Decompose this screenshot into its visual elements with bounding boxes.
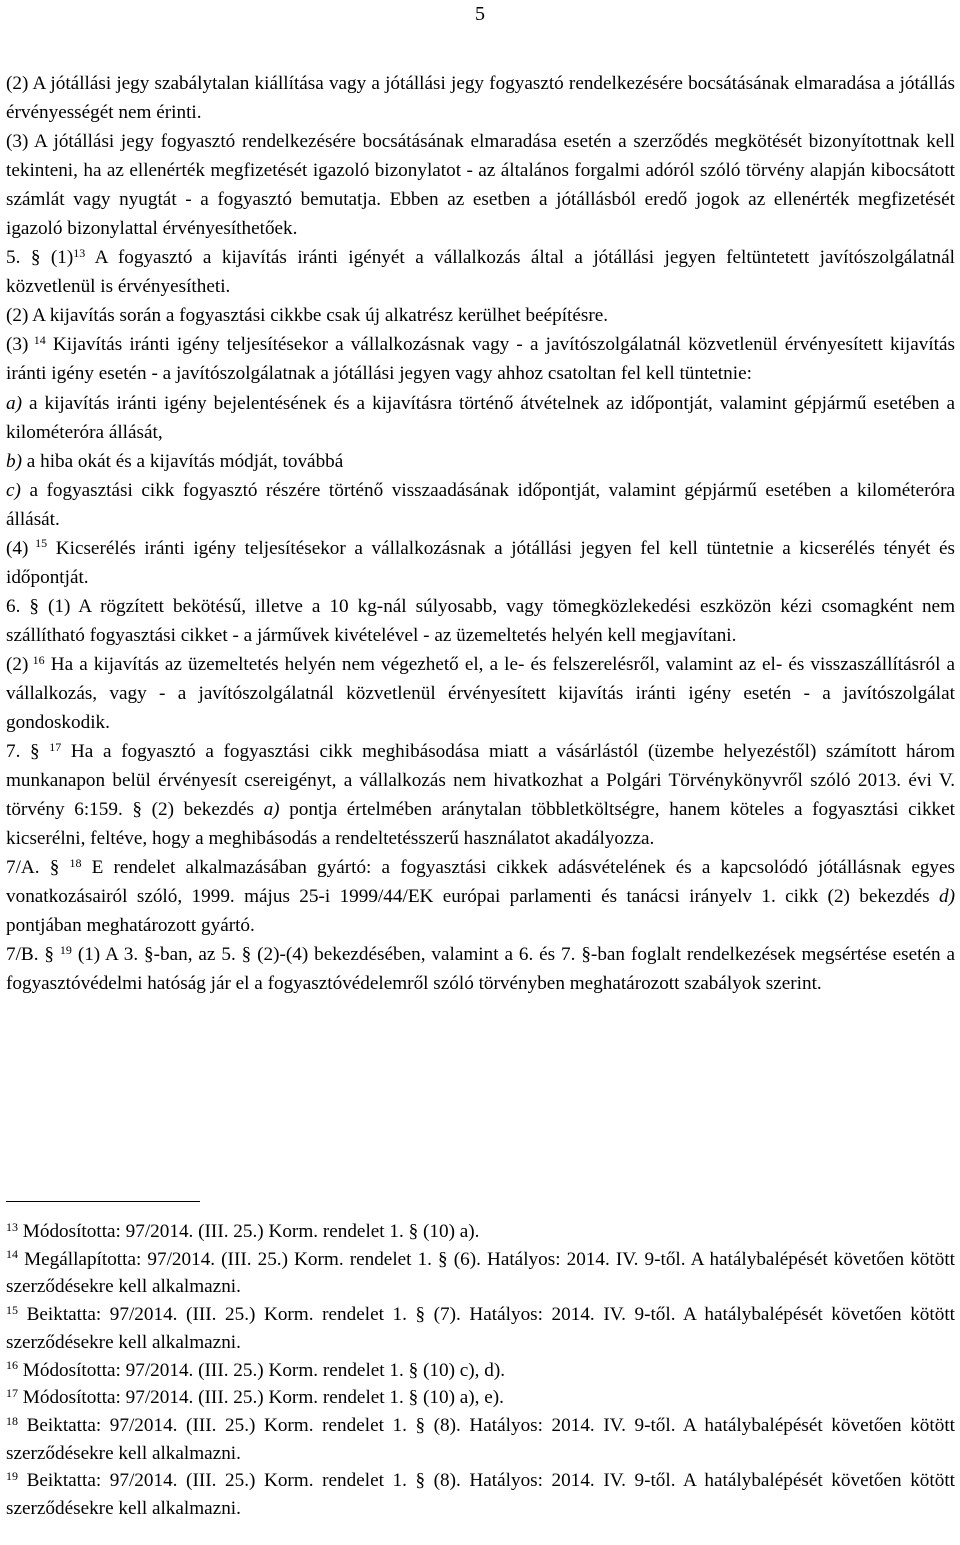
footnote-text: Módosította: 97/2014. (III. 25.) Korm. rendelet 1. § (10) a). xyxy=(18,1221,480,1242)
paragraph-text: 7. § xyxy=(6,741,50,763)
italic-text: c) xyxy=(6,479,21,501)
paragraph-text: 7/A. § xyxy=(6,857,70,879)
paragraph xyxy=(6,69,955,127)
body-text xyxy=(6,69,955,999)
paragraph-text: Kijavítás iránti igény teljesítésekor a vállalkozásnak vagy - a javítószolgálatnál közvetlenül érvényesített kijavítás iránti igény esetén - a javítószolgálatnak a jótállási jegyen vagy ahhoz csatoltan fel kell tüntetnie: xyxy=(6,334,955,385)
paragraph-text: 7/B. § xyxy=(6,944,60,966)
paragraph xyxy=(6,853,955,940)
paragraph-text: a kijavítás iránti igény bejelentésének és a kijavításra történő átvételnek az időpontját, valamint gépjármű esetében a kilométeróra állását, xyxy=(6,392,955,443)
footnote-number: 16 xyxy=(6,1358,18,1373)
paragraph xyxy=(6,592,955,650)
footnote-text: Beiktatta: 97/2014. (III. 25.) Korm. rendelet 1. § (8). Hatályos: 2014. IV. 9-től. A hatálybalépését követően kötött szerződésekre kell alkalmazni. xyxy=(6,1414,955,1464)
paragraph-text: (3) xyxy=(6,334,29,356)
paragraph xyxy=(6,127,955,243)
paragraph xyxy=(6,301,955,330)
paragraph-text: Ha a kijavítás az üzemeltetés helyén nem végezhető el, a le- és felszerelésről, valamint az el- és visszaszállításról a vállalkozás, vagy - a javítószolgálatnál közvetlenül érvényesített kijavítás iránti igény esetén - a javítószolgálat gondoskodik. xyxy=(6,653,956,734)
page-number: 5 xyxy=(475,3,485,25)
footnote-reference: 17 xyxy=(49,739,62,754)
footnote-reference: 18 xyxy=(69,855,82,870)
paragraph-text: 6. § (1) A rögzített bekötésű, illetve a 10 kg-nál súlyosabb, vagy tömegközlekedési eszközön kézi csomagként nem szállítható fogyasztási cikket - a járművek kivételével - az üzemeltetés helyén kell megjavítani. xyxy=(6,595,955,646)
paragraph-text: a hiba okát és a kijavítás módját, továbbá xyxy=(21,450,344,472)
paragraph-text: (3) A jótállási jegy fogyasztó rendelkezésére bocsátásának elmaradása esetén a szerződés megkötését bizonyítottnak kell tekinteni, ha az ellenérték megfizetését igazoló bizonylatot - az általános forgalmi adóról szóló törvény alapján kibocsátott számlát vagy nyugtát - a fogyasztó bemutatja. Ebben az esetben a jótállásból eredő jogok az ellenérték megfizetését igazoló bizonylattal érvényesíthetőek. xyxy=(6,131,955,240)
footnote xyxy=(6,1301,955,1356)
footnote-text: Módosította: 97/2014. (III. 25.) Korm. rendelet 1. § (10) a), e). xyxy=(18,1387,504,1409)
footnote xyxy=(6,1357,955,1385)
footnote xyxy=(6,1246,955,1301)
footnote-reference: 13 xyxy=(73,245,86,260)
footnote-reference: 19 xyxy=(59,943,72,958)
paragraph-text: A fogyasztó a kijavítás iránti igényét a vállalkozás által a jótállási jegyen feltüntetett javítószolgálatnál közvetlenül is érvényesítheti. xyxy=(6,247,956,298)
footnotes xyxy=(6,1218,955,1523)
paragraph xyxy=(6,243,955,301)
footnote xyxy=(6,1384,955,1412)
paragraph-text: E rendelet alkalmazásában gyártó: a fogyasztási cikkek adásvételének és a kapcsolódó jótállásnak egyes vonatkozásairól szóló, 1999. május 25-i 1999/44/EK európai parlamenti és tanácsi irányelv 1. cikk (2) bekezdés xyxy=(6,857,956,908)
footnote-number: 13 xyxy=(6,1219,18,1234)
paragraph xyxy=(6,650,955,737)
paragraph-text: Ha a fogyasztó a fogyasztási cikk meghibásodása miatt a vásárlástól (üzembe helyezéstől) számított három munkanapon belül érvényesít csereigényt, a vállalkozás nem hivatkozhat a Polgári Törvénykönyvről szóló 2013. évi V. törvény 6:159. § (2) bekezdés xyxy=(6,741,956,821)
footnote-number: 17 xyxy=(6,1385,18,1400)
italic-text: d) xyxy=(939,886,955,908)
paragraph-text: (2) xyxy=(6,653,29,675)
footnote-text: Megállapította: 97/2014. (III. 25.) Korm. rendelet 1. § (6). Hatályos: 2014. IV. 9-től. A hatálybalépését követően kötött szerződésekre kell alkalmazni. xyxy=(6,1248,955,1298)
footnote-number: 18 xyxy=(6,1413,18,1428)
paragraph-text: pontjában meghatározott gyártó. xyxy=(6,915,255,937)
footnote-text: Beiktatta: 97/2014. (III. 25.) Korm. rendelet 1. § (8). Hatályos: 2014. IV. 9-től. A hatálybalépését követően kötött szerződésekre kell alkalmazni. xyxy=(6,1470,955,1520)
paragraph-text: a fogyasztási cikk fogyasztó részére történő visszaadásának időpontját, valamint gépjármű esetében a kilométeróra állását. xyxy=(6,479,955,530)
footnote-number: 19 xyxy=(6,1468,18,1483)
paragraph-text: (2) A kijavítás során a fogyasztási cikkbe csak új alkatrész kerülhet beépítésre. xyxy=(6,305,609,327)
paragraph xyxy=(6,737,955,853)
footnote-reference: 16 xyxy=(28,652,45,667)
paragraph xyxy=(6,476,955,534)
paragraph-text: pontja értelmében aránytalan többletköltségre, hanem köteles a fogyasztási cikket kicserélni, feltéve, hogy a meghibásodás a rendeltetésszerű használatot akadályozza. xyxy=(6,799,955,850)
paragraph-text: (1) A 3. §-ban, az 5. § (2)-(4) bekezdésében, valamint a 6. és 7. §-ban foglalt rendelkezések megsértése esetén a fogyasztóvédelmi hatóság jár el a fogyasztóvédelemről szóló törvényben meghatározott szabályok szerint. xyxy=(6,944,955,995)
footnote-number: 15 xyxy=(6,1302,18,1317)
footnote-text: Beiktatta: 97/2014. (III. 25.) Korm. rendelet 1. § (7). Hatályos: 2014. IV. 9-től. A hatálybalépését követően kötött szerződésekre kell alkalmazni. xyxy=(6,1304,955,1353)
paragraph xyxy=(6,447,955,476)
footnote xyxy=(6,1412,955,1467)
paragraph-text: (2) A jótállási jegy szabálytalan kiállítása vagy a jótállási jegy fogyasztó rendelkezésére bocsátásának elmaradása a jótállás érvényességét nem érinti. xyxy=(6,73,955,124)
footnote-separator xyxy=(6,1201,200,1202)
footnote xyxy=(6,1467,955,1522)
paragraph xyxy=(6,389,955,447)
paragraph xyxy=(6,940,955,998)
paragraph-text: Kicserélés iránti igény teljesítésekor a vállalkozásnak a jótállási jegyen fel kell tüntetnie a kicserélés tényét és időpontját. xyxy=(6,537,955,588)
paragraph-text: 5. § (1) xyxy=(6,247,74,269)
italic-text: a) xyxy=(6,392,22,414)
footnote xyxy=(6,1218,955,1246)
paragraph xyxy=(6,534,955,592)
italic-text: b) xyxy=(6,450,22,472)
footnote-text: Módosította: 97/2014. (III. 25.) Korm. rendelet 1. § (10) c), d). xyxy=(18,1359,506,1381)
italic-text: a) xyxy=(263,799,280,821)
footnote-reference: 14 xyxy=(28,333,46,348)
paragraph xyxy=(6,330,955,388)
footnote-reference: 15 xyxy=(28,536,48,551)
paragraph-text: (4) xyxy=(6,537,29,559)
footnote-number: 14 xyxy=(6,1247,18,1262)
